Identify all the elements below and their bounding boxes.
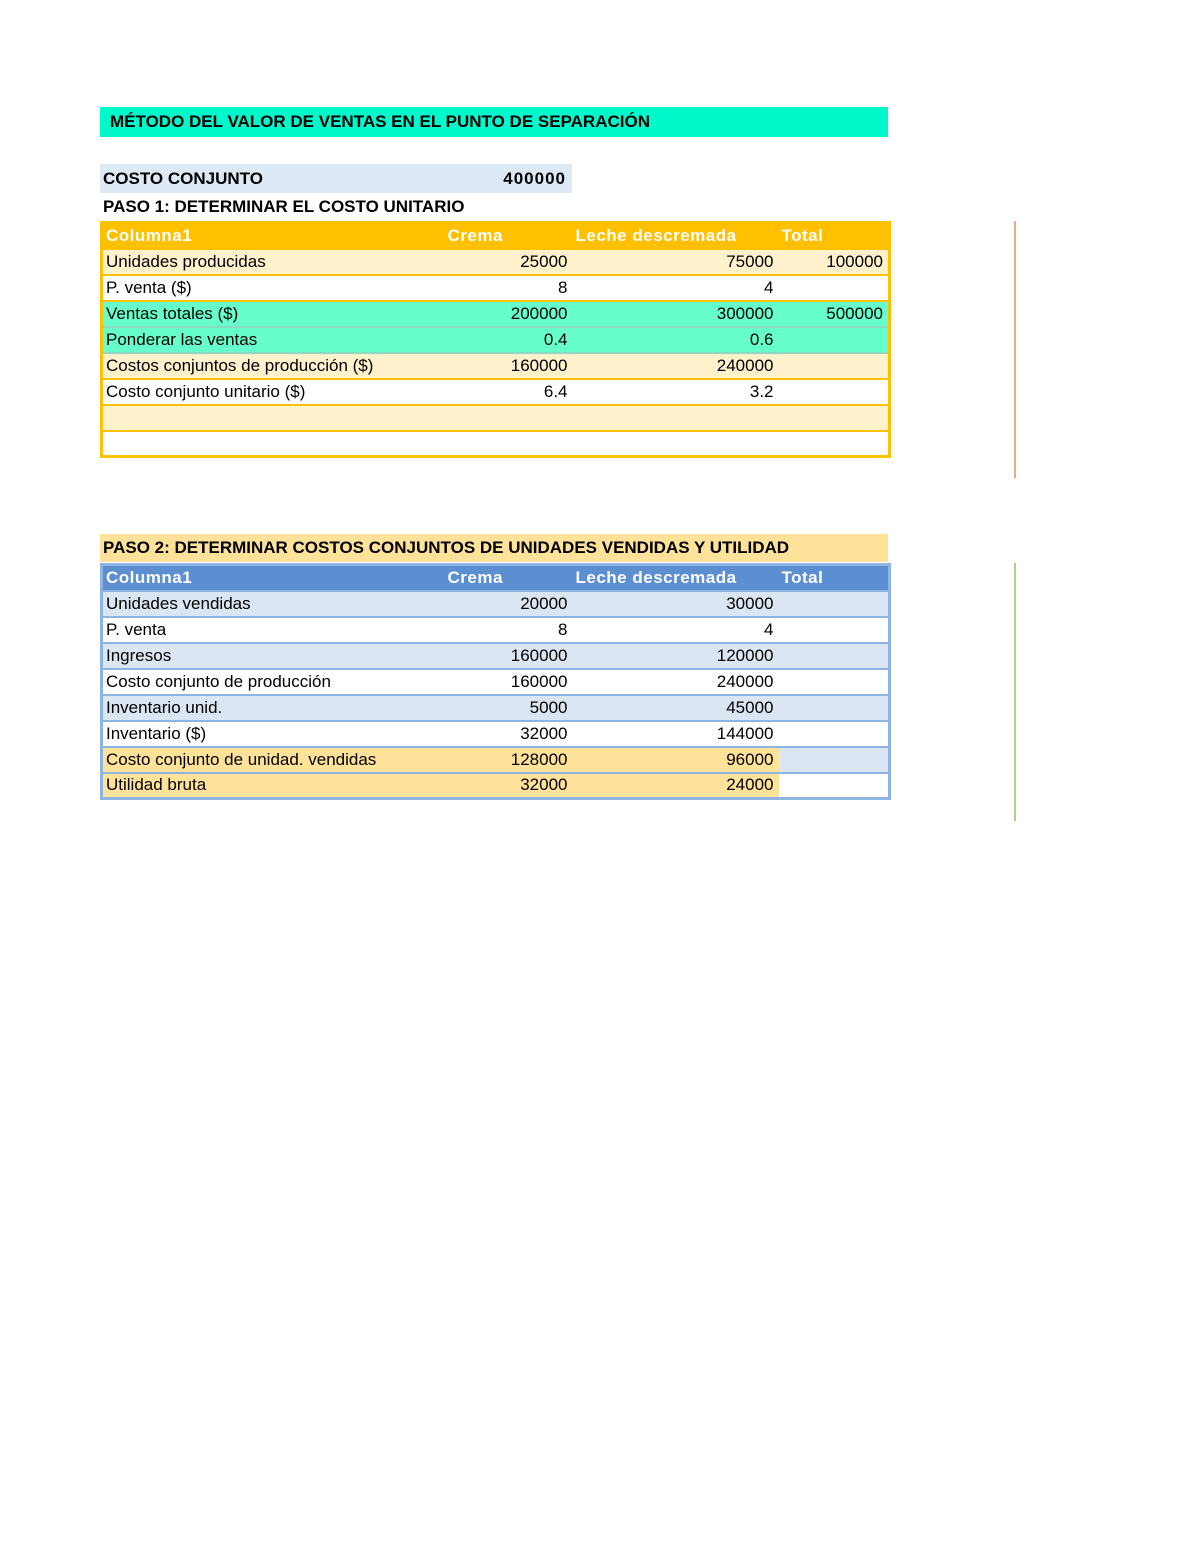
table-header-row [102,223,890,249]
table-row [102,301,890,327]
total-cell[interactable] [779,353,890,379]
leche-cell[interactable]: 240000 [573,353,779,379]
crema-cell[interactable] [445,405,573,431]
crema-cell[interactable]: 160000 [445,669,573,695]
row-label[interactable]: Costo conjunto de producción [102,669,445,695]
leche-cell[interactable]: 144000 [573,721,779,747]
total-cell[interactable]: 100000 [779,249,890,275]
table-row [102,773,890,799]
table-row [102,405,890,431]
leche-cell[interactable]: 240000 [573,669,779,695]
crema-cell[interactable]: 25000 [445,249,573,275]
crema-cell[interactable]: 0.4 [445,327,573,353]
row-label[interactable]: Unidades vendidas [102,591,445,617]
divider-line-green [1014,563,1016,821]
row-label[interactable]: Inventario ($) [102,721,445,747]
row-label[interactable]: Utilidad bruta [102,773,445,799]
leche-cell[interactable]: 3.2 [573,379,779,405]
table-row [102,747,890,773]
total-cell[interactable] [779,747,890,773]
row-label[interactable]: P. venta ($) [102,275,445,301]
row-label[interactable]: Unidades producidas [102,249,445,275]
table-row [102,275,890,301]
header-cell[interactable]: Columna1 [102,223,445,249]
crema-cell[interactable]: 160000 [445,643,573,669]
header-cell[interactable]: Leche descremada [573,223,779,249]
header-cell[interactable]: Total [779,565,890,591]
crema-cell[interactable]: 128000 [445,747,573,773]
total-cell[interactable] [779,379,890,405]
header-cell[interactable]: Columna1 [102,565,445,591]
row-label[interactable]: Ventas totales ($) [102,301,445,327]
table-row [102,617,890,643]
total-cell[interactable] [779,405,890,431]
crema-cell[interactable]: 8 [445,617,573,643]
step1-table [100,221,891,458]
total-cell[interactable] [779,695,890,721]
step2-table [100,563,891,800]
header-cell[interactable]: Leche descremada [573,565,779,591]
row-label[interactable]: Ingresos [102,643,445,669]
crema-cell[interactable]: 8 [445,275,573,301]
divider-line-orange [1014,221,1016,478]
leche-cell[interactable]: 96000 [573,747,779,773]
row-label[interactable]: Inventario unid. [102,695,445,721]
table-row [102,353,890,379]
total-cell[interactable] [779,721,890,747]
leche-cell[interactable]: 0.6 [573,327,779,353]
costo-conjunto-value[interactable]: 400000 [503,169,566,188]
leche-cell[interactable]: 300000 [573,301,779,327]
total-cell[interactable] [779,591,890,617]
crema-cell[interactable]: 32000 [445,773,573,799]
leche-cell[interactable]: 75000 [573,249,779,275]
leche-cell[interactable]: 45000 [573,695,779,721]
row-label[interactable] [102,431,445,457]
leche-cell[interactable]: 120000 [573,643,779,669]
header-cell[interactable]: Total [779,223,890,249]
table-row [102,591,890,617]
table-row [102,379,890,405]
total-cell[interactable] [779,773,890,799]
leche-cell[interactable] [573,405,779,431]
step2-title: PASO 2: DETERMINAR COSTOS CONJUNTOS DE UNIDADES VENDIDAS Y UTILIDAD [100,534,888,562]
leche-cell[interactable]: 30000 [573,591,779,617]
table-row [102,327,890,353]
table-row [102,695,890,721]
crema-cell[interactable] [445,431,573,457]
table-row [102,249,890,275]
header-cell[interactable]: Crema [445,565,573,591]
costo-conjunto-label: COSTO CONJUNTO [103,169,263,188]
table-row [102,721,890,747]
crema-cell[interactable]: 200000 [445,301,573,327]
leche-cell[interactable] [573,431,779,457]
crema-cell[interactable]: 6.4 [445,379,573,405]
table-header-row [102,565,890,591]
table-row [102,431,890,457]
crema-cell[interactable]: 32000 [445,721,573,747]
costo-conjunto-row[interactable] [100,164,572,193]
crema-cell[interactable]: 20000 [445,591,573,617]
row-label[interactable]: Costo conjunto unitario ($) [102,379,445,405]
leche-cell[interactable]: 24000 [573,773,779,799]
row-label[interactable]: Ponderar las ventas [102,327,445,353]
table-row [102,669,890,695]
row-label[interactable]: Costo conjunto de unidad. vendidas [102,747,445,773]
crema-cell[interactable]: 160000 [445,353,573,379]
table-row [102,643,890,669]
leche-cell[interactable]: 4 [573,617,779,643]
total-cell[interactable] [779,617,890,643]
total-cell[interactable] [779,669,890,695]
leche-cell[interactable]: 4 [573,275,779,301]
total-cell[interactable] [779,275,890,301]
row-label[interactable] [102,405,445,431]
total-cell[interactable]: 500000 [779,301,890,327]
step1-title: PASO 1: DETERMINAR EL COSTO UNITARIO [103,197,465,216]
header-cell[interactable]: Crema [445,223,573,249]
crema-cell[interactable]: 5000 [445,695,573,721]
total-cell[interactable] [779,643,890,669]
row-label[interactable]: Costos conjuntos de producción ($) [102,353,445,379]
total-cell[interactable] [779,327,890,353]
total-cell[interactable] [779,431,890,457]
sheet-title: MÉTODO DEL VALOR DE VENTAS EN EL PUNTO DE SEPARACIÓN [100,107,888,137]
row-label[interactable]: P. venta [102,617,445,643]
